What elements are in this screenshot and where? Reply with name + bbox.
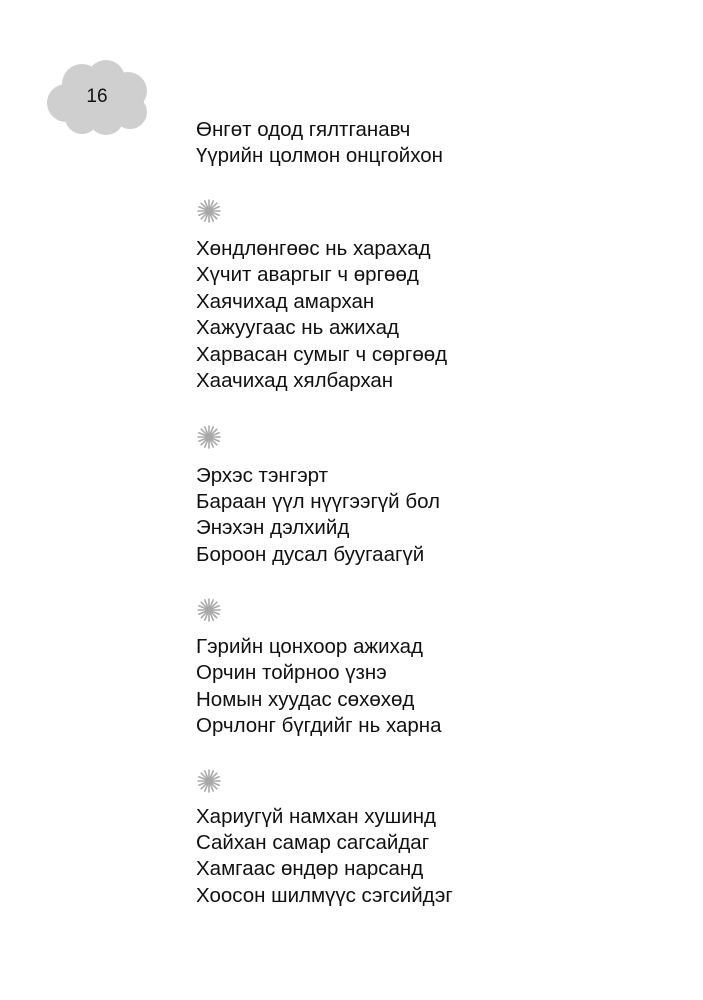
poem-line: Хүчит аваргыг ч өргөөд	[196, 263, 419, 286]
asterisk-star-icon	[197, 598, 221, 622]
poem-line: Хажуугаас нь ажихад	[196, 316, 399, 339]
poem-line: Номын хуудас сөхөхөд	[196, 688, 415, 711]
poem-line: Гэрийн цонхоор ажихад	[196, 635, 423, 658]
poem-line: Хаачихад хялбархан	[196, 369, 394, 392]
poem-line: Эрхэс тэнгэрт	[196, 464, 329, 487]
asterisk-star-icon	[197, 769, 221, 793]
asterisk-star-icon	[197, 199, 221, 223]
poem-line: Харвасан сумыг ч сөргөөд	[196, 343, 448, 366]
poem-line: Орчлонг бүгдийг нь харна	[196, 714, 442, 737]
poem-line: Хариугүй намхан хушинд	[196, 805, 436, 828]
poem-line: Энэхэн дэлхийд	[196, 516, 350, 539]
poem-line: Сайхан самар сагсайдаг	[196, 831, 430, 854]
poem-line: Үүрийн цолмон онцгойхон	[196, 144, 443, 167]
asterisk-star-icon	[197, 425, 221, 449]
poem-line: Бороон дусал буугаагүй	[196, 543, 425, 566]
poem-line: Хамгаас өндөр нарсанд	[196, 857, 424, 880]
poem-line: Өнгөт одод гялтганавч	[196, 118, 411, 141]
poem-line: Бараан үүл нүүгээгүй бол	[196, 490, 440, 513]
poem-line: Хоосон шилмүүс сэгсийдэг	[196, 884, 453, 907]
poem-line: Хөндлөнгөөс нь харахад	[196, 237, 431, 260]
poem-line: Хаячихад амархан	[196, 290, 375, 313]
page-number: 16	[86, 86, 108, 107]
poem-line: Орчин тойрноо үзнэ	[196, 661, 387, 684]
